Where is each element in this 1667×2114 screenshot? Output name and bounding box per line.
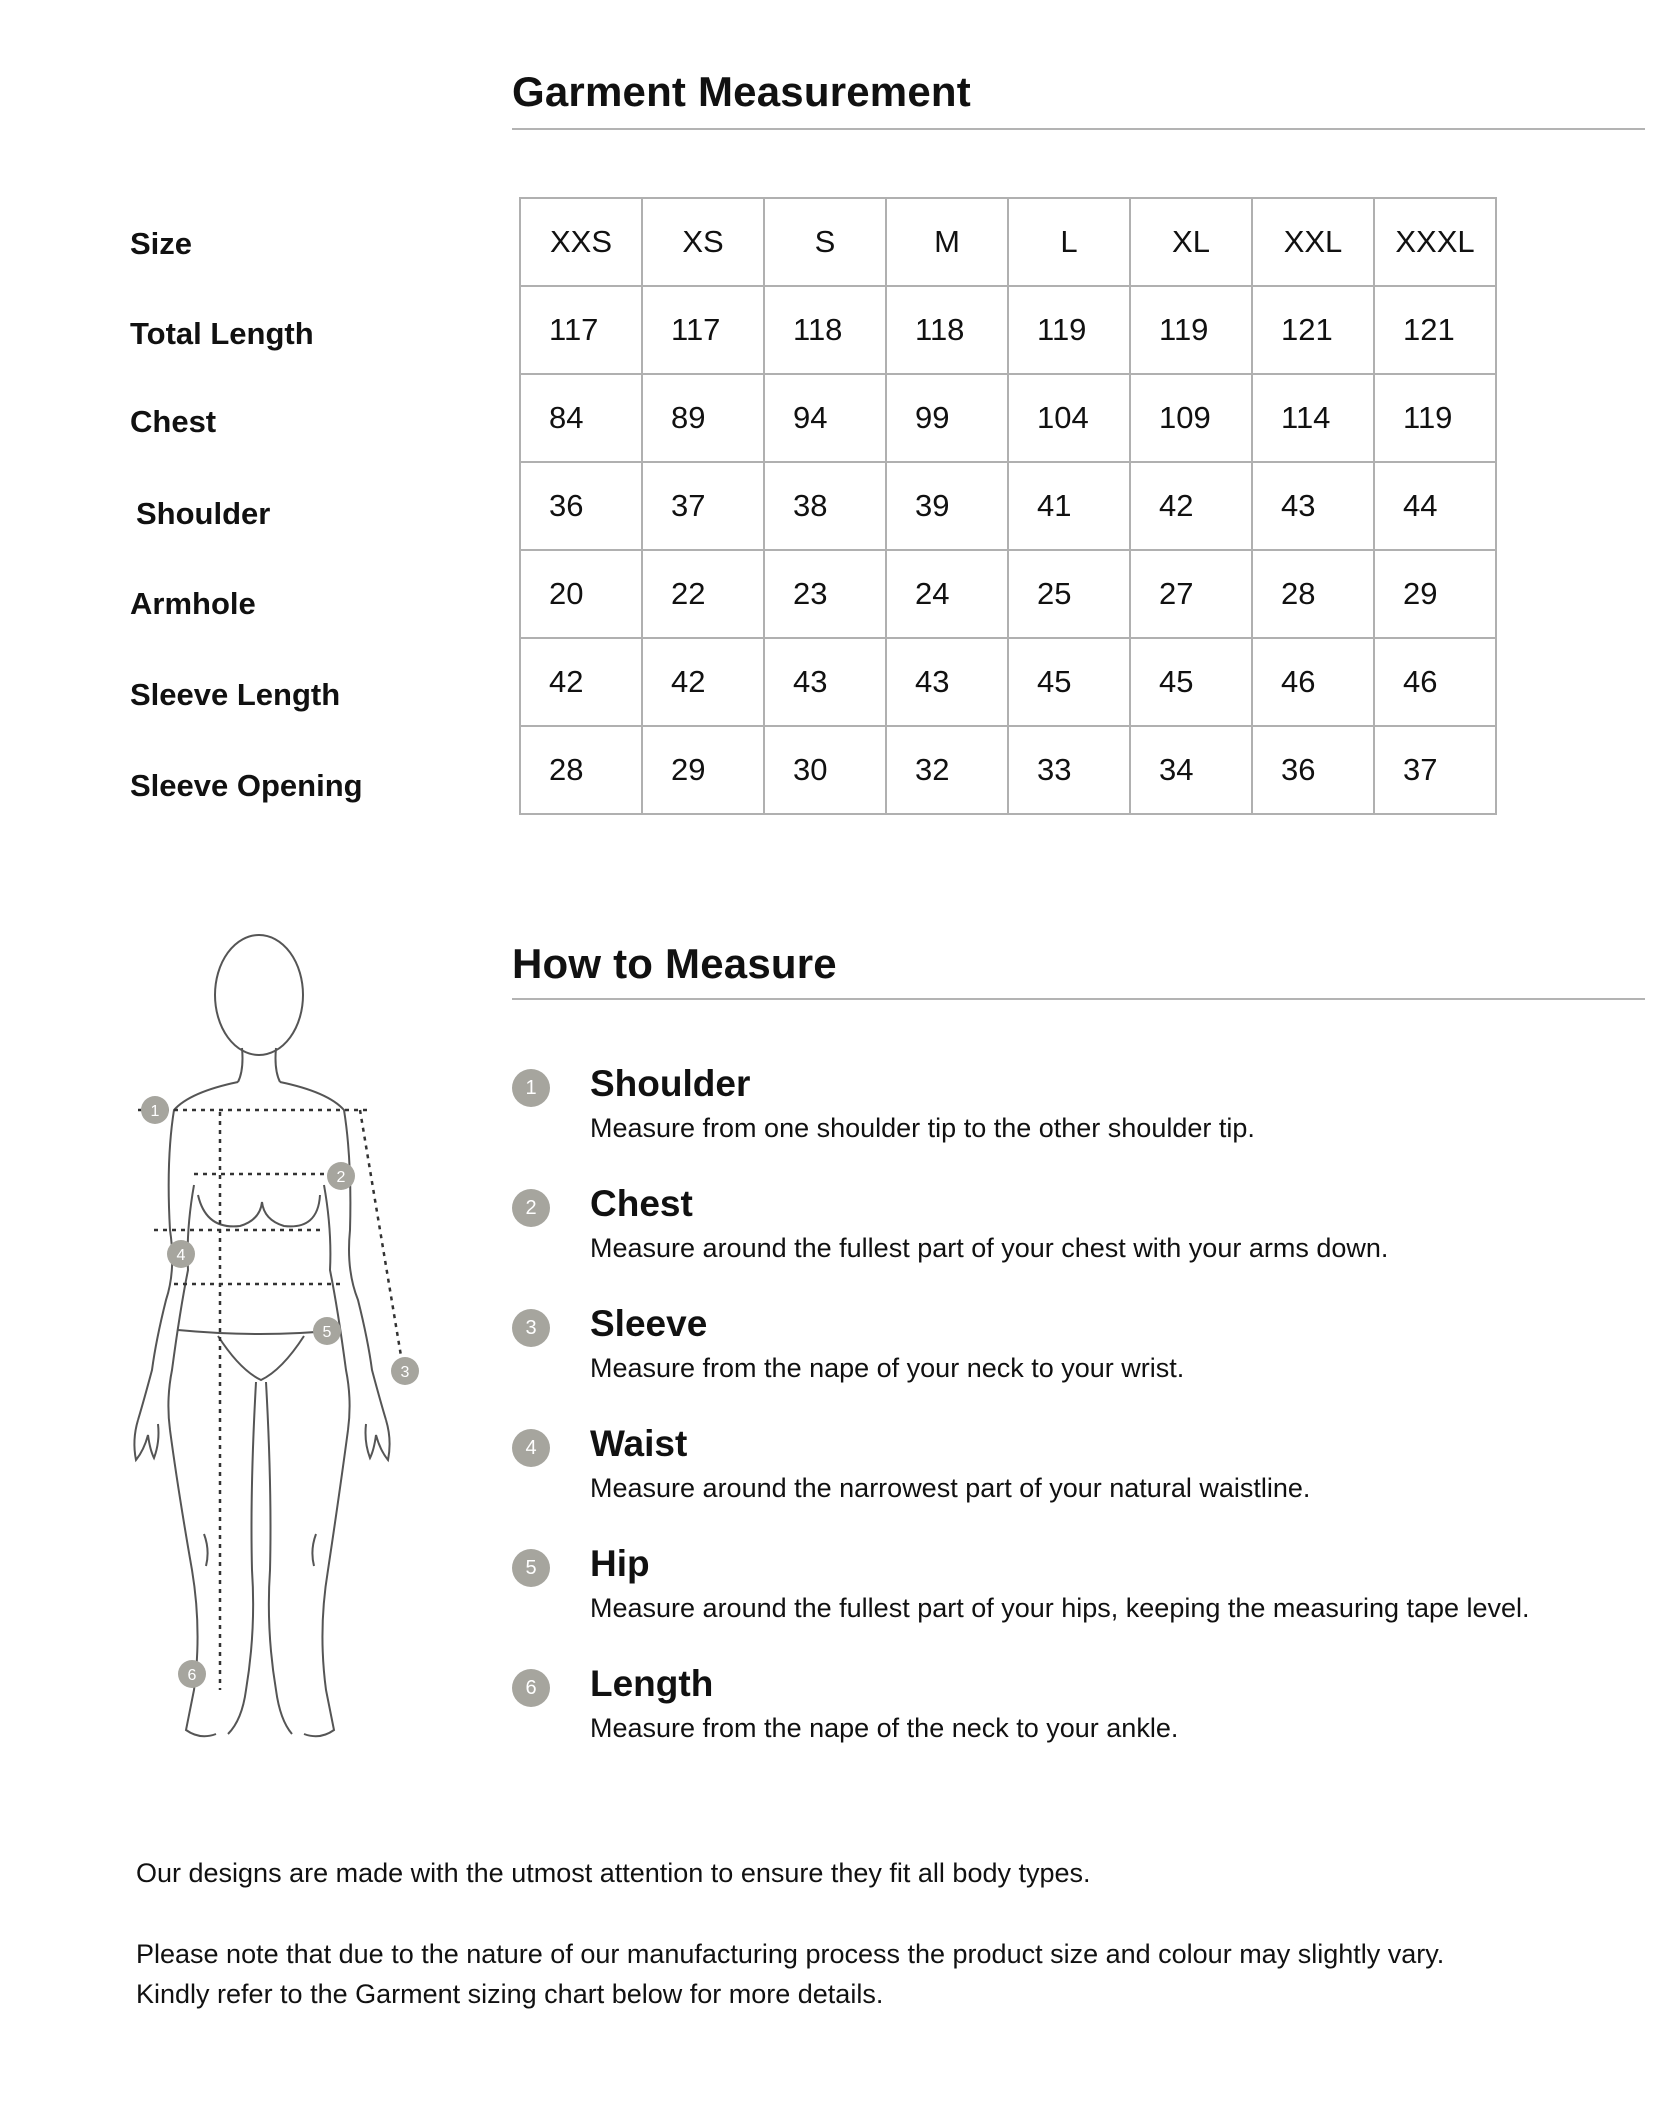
marker-5 (313, 1317, 341, 1345)
table-cell: 43 (886, 638, 1008, 726)
svg-text:4: 4 (176, 1247, 186, 1264)
step-description: Measure around the narrowest part of your natural waistline. (590, 1473, 1311, 1503)
table-row (520, 726, 1496, 814)
svg-text:1: 1 (150, 1103, 160, 1120)
table-cell: 34 (1130, 726, 1252, 814)
svg-text:3: 3 (400, 1364, 410, 1381)
how-to-divider (512, 998, 1645, 1000)
table-cell: 104 (1008, 374, 1130, 462)
table-header-row (520, 198, 1496, 286)
marker-2 (327, 1162, 355, 1190)
table-cell: 42 (520, 638, 642, 726)
table-cell: 119 (1130, 286, 1252, 374)
table-cell: 37 (642, 462, 764, 550)
table-row (520, 638, 1496, 726)
marker-3 (391, 1357, 419, 1385)
table-cell: 119 (1374, 374, 1496, 462)
marker-6 (178, 1660, 206, 1688)
table-cell: 39 (886, 462, 1008, 550)
step-description: Measure from the nape of the neck to your ankle. (590, 1713, 1179, 1743)
table-cell: 25 (1008, 550, 1130, 638)
how-to-measure-title: How to Measure (512, 940, 837, 987)
size-header-label: Size (130, 226, 193, 261)
row-label-sleeve-opening: Sleeve Opening (130, 768, 363, 803)
size-chart-table (519, 197, 1497, 815)
step-description: Measure around the fullest part of your hips, keeping the measuring tape level. (590, 1593, 1530, 1623)
table-cell: 117 (642, 286, 764, 374)
table-row (520, 462, 1496, 550)
table-cell: 24 (886, 550, 1008, 638)
table-cell: 119 (1008, 286, 1130, 374)
body-measurement-diagram (110, 930, 440, 1750)
table-cell: 44 (1374, 462, 1496, 550)
marker-1 (141, 1096, 169, 1124)
table-cell: 114 (1252, 374, 1374, 462)
table-cell: 37 (1374, 726, 1496, 814)
size-cell: XXS (520, 198, 642, 286)
step-title: Shoulder (590, 1063, 751, 1104)
table-row (520, 286, 1496, 374)
svg-text:2: 2 (336, 1169, 346, 1186)
table-cell: 45 (1008, 638, 1130, 726)
size-cell: M (886, 198, 1008, 286)
table-cell: 33 (1008, 726, 1130, 814)
table-cell: 118 (764, 286, 886, 374)
step-title: Chest (590, 1183, 693, 1224)
size-cell: XXXL (1374, 198, 1496, 286)
table-cell: 28 (520, 726, 642, 814)
step-number-badge: 5 (512, 1549, 550, 1587)
step-number-badge: 2 (512, 1189, 550, 1227)
step-title: Length (590, 1663, 714, 1704)
row-label-shoulder: Shoulder (136, 496, 271, 531)
svg-text:6: 6 (187, 1667, 197, 1684)
table-cell: 32 (886, 726, 1008, 814)
row-label-armhole: Armhole (130, 586, 256, 621)
step-number-badge: 3 (512, 1309, 550, 1347)
table-cell: 94 (764, 374, 886, 462)
table-cell: 46 (1252, 638, 1374, 726)
table-cell: 27 (1130, 550, 1252, 638)
table-cell: 43 (764, 638, 886, 726)
table-row (520, 374, 1496, 462)
step-title: Hip (590, 1543, 650, 1584)
sizing-chart-note: Kindly refer to the Garment sizing chart below for more details. (136, 1979, 884, 2009)
row-label-chest: Chest (130, 404, 217, 439)
step-description: Measure from the nape of your neck to your wrist. (590, 1353, 1185, 1383)
step-description: Measure from one shoulder tip to the other shoulder tip. (590, 1113, 1255, 1143)
table-cell: 42 (642, 638, 764, 726)
size-cell: S (764, 198, 886, 286)
table-cell: 22 (642, 550, 764, 638)
table-cell: 36 (1252, 726, 1374, 814)
step-title: Waist (590, 1423, 688, 1464)
size-cell: XS (642, 198, 764, 286)
table-cell: 45 (1130, 638, 1252, 726)
svg-text:5: 5 (322, 1324, 332, 1341)
table-cell: 36 (520, 462, 642, 550)
table-cell: 89 (642, 374, 764, 462)
table-cell: 117 (520, 286, 642, 374)
measurement-lines (138, 1110, 404, 1690)
garment-measurement-title: Garment Measurement (512, 68, 971, 115)
table-cell: 20 (520, 550, 642, 638)
size-cell: L (1008, 198, 1130, 286)
table-cell: 121 (1252, 286, 1374, 374)
step-number-badge: 4 (512, 1429, 550, 1467)
table-cell: 46 (1374, 638, 1496, 726)
table-cell: 29 (642, 726, 764, 814)
table-cell: 41 (1008, 462, 1130, 550)
fit-note: Our designs are made with the utmost attention to ensure they fit all body types. (136, 1858, 1091, 1888)
row-label-sleeve-length: Sleeve Length (130, 677, 341, 712)
table-cell: 23 (764, 550, 886, 638)
table-cell: 84 (520, 374, 642, 462)
step-description: Measure around the fullest part of your chest with your arms down. (590, 1233, 1389, 1263)
table-row (520, 550, 1496, 638)
table-cell: 121 (1374, 286, 1496, 374)
marker-4 (167, 1240, 195, 1268)
size-cell: XL (1130, 198, 1252, 286)
table-cell: 99 (886, 374, 1008, 462)
table-cell: 118 (886, 286, 1008, 374)
table-cell: 43 (1252, 462, 1374, 550)
step-title: Sleeve (590, 1303, 708, 1344)
table-cell: 28 (1252, 550, 1374, 638)
step-number-badge: 6 (512, 1669, 550, 1707)
title-divider (512, 128, 1645, 130)
table-cell: 109 (1130, 374, 1252, 462)
body-outline (134, 935, 389, 1736)
variation-note: Please note that due to the nature of our manufacturing process the product size and colour may slightly vary. (136, 1939, 1445, 1969)
size-cell: XXL (1252, 198, 1374, 286)
table-cell: 42 (1130, 462, 1252, 550)
step-number-badge: 1 (512, 1069, 550, 1107)
row-label-total-length: Total Length (130, 316, 314, 351)
table-cell: 29 (1374, 550, 1496, 638)
table-cell: 30 (764, 726, 886, 814)
table-cell: 38 (764, 462, 886, 550)
